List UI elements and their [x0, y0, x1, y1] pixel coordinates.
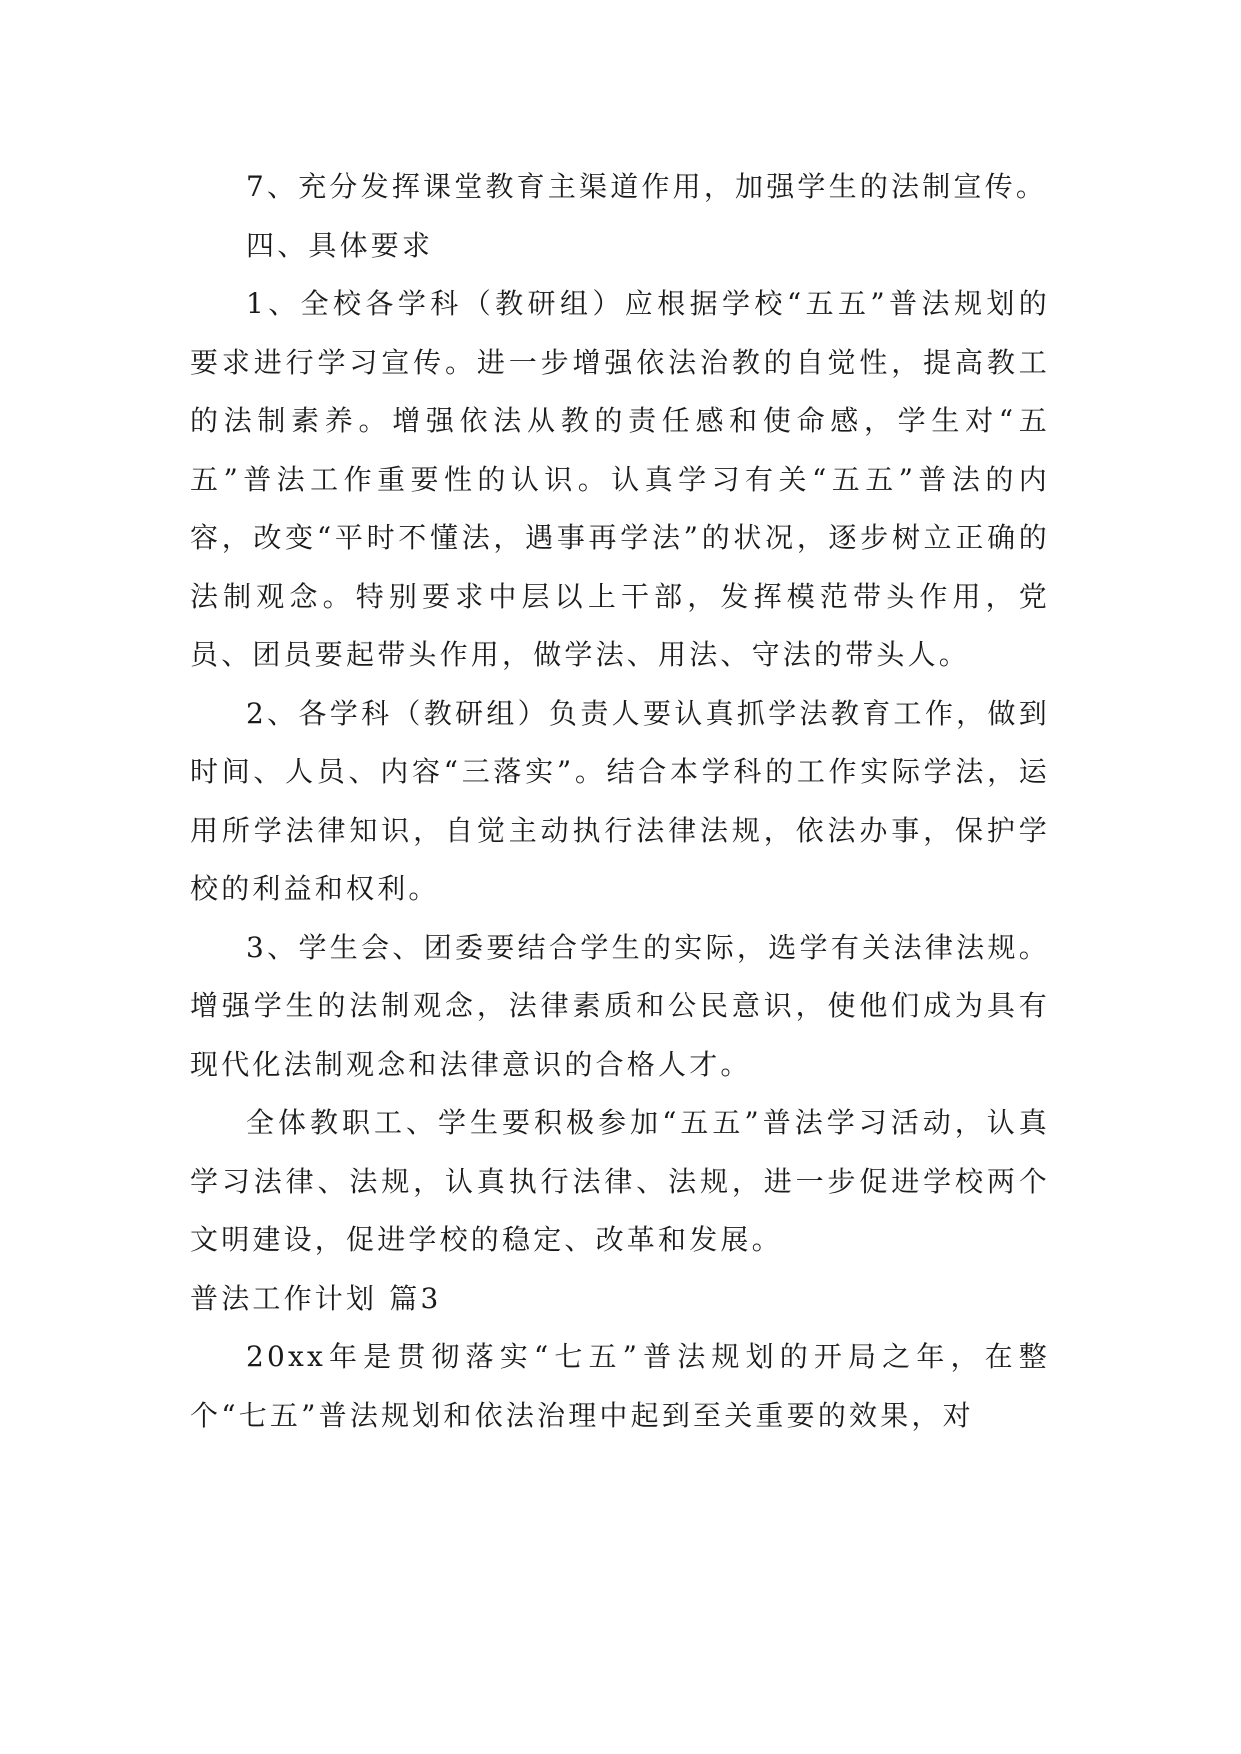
section-heading-requirements: 四、具体要求: [246, 228, 434, 262]
closing-requirement-paragraph: 全体教职工、学生要积极参加“五五”普法学习活动，认真学习法律、法规，认真执行法律、法规，进一步促进学校两个文明建设，促进学校的稳定、改革和发展。: [190, 1106, 1050, 1256]
requirement-paragraph-2: 2、各学科（教研组）负责人要认真抓学法教育工作，做到时间、人员、内容“三落实”。结合本学科的工作实际学法，运用所学法律知识，自觉主动执行法律法规，依法办事，保护学校的利益和权利。: [190, 696, 1050, 905]
paragraph-item-7: 7、充分发挥课堂教育主渠道作用，加强学生的法制宣传。: [246, 170, 1048, 203]
section-title: 普法工作计划 篇3: [190, 1281, 442, 1315]
document-body: [190, 158, 1050, 1445]
requirement-paragraph-3: 3、学生会、团委要结合学生的实际，选学有关法律法规。增强学生的法制观念，法律素质和公民意识，使他们成为具有现代化法制观念和法律意识的合格人才。: [190, 930, 1050, 1081]
requirement-paragraph-1: 1、全校各学科（教研组）应根据学校“五五”普法规划的要求进行学习宣传。进一步增强依法治教的自觉性，提高教工的法制素养。增强依法从教的责任感和使命感，学生对“五五”普法工作重要性的认识。认真学习有关“五五”普法的内容，改变“平时不懂法，遇事再学法”的状况，逐步树立正确的法制观念。特别要求中层以上干部，发挥模范带头作用，党员、团员要起带头作用，做学法、用法、守法的带头人。: [190, 287, 1050, 671]
plan-intro-paragraph: 20xx年是贯彻落实“七五”普法规划的开局之年，在整个“七五”普法规划和依法治理中起到至关重要的效果，对: [190, 1340, 1050, 1432]
